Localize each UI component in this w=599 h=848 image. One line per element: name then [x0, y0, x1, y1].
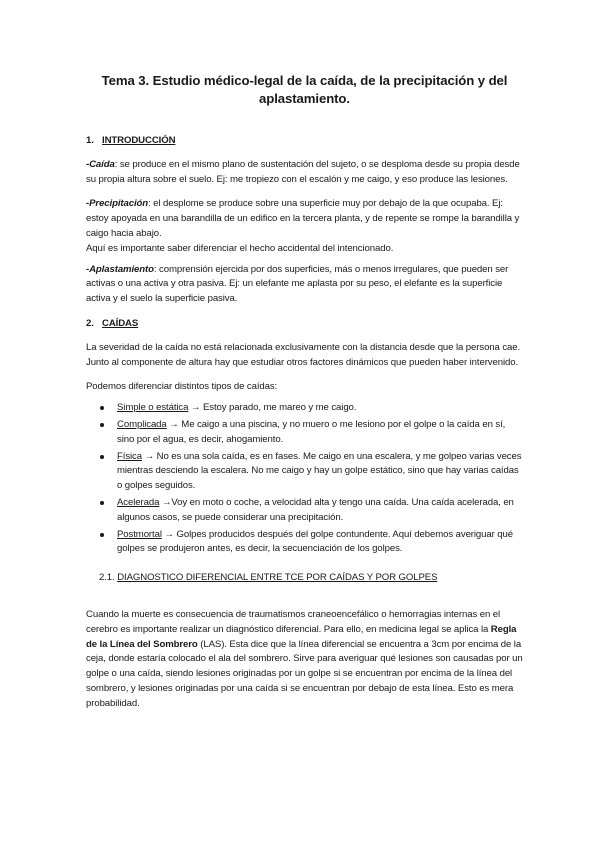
list-item	[86, 528, 523, 558]
section-heading-caidas	[86, 317, 523, 332]
caida-type-desc: Golpes producidos después del golpe contundente. Aquí debemos averiguar qué golpes se produjeron antes, es decir, la secuenciación de los golpes.	[117, 528, 514, 555]
caida-type-name: Física	[117, 450, 142, 462]
paragraph-tipos-intro: Podemos diferenciar distintos tipos de caídas:	[86, 381, 278, 393]
bullet-icon	[100, 455, 104, 459]
bullet-icon	[100, 406, 104, 410]
section-heading-text: INTRODUCCIÓN	[102, 135, 176, 146]
caida-type-name: Postmortal	[117, 528, 162, 540]
section-heading-text: CAÍDAS	[102, 317, 139, 329]
paragraph-severidad: La severidad de la caída no está relacionada exclusivamente con la distancia desde que la persona cae. Junto al componente de altura hay que estudiar otros factores dinámicos que pueden haber intervenido.	[86, 341, 521, 368]
list-item	[86, 496, 523, 526]
term-aplastamiento: -Aplastamiento	[86, 263, 154, 275]
subsection-number: 2.1.	[99, 572, 115, 584]
caida-type-desc: Estoy parado, me mareo y me caigo.	[202, 402, 357, 414]
section-heading-introduccion	[86, 134, 523, 149]
subsection-heading-text: DIAGNOSTICO DIFERENCIAL ENTRE TCE POR CAÍDAS Y POR GOLPES	[117, 572, 438, 584]
arrow-icon: →	[161, 528, 177, 540]
arrow-icon: →	[188, 402, 203, 414]
arrow-icon: →	[159, 496, 172, 508]
list-item	[86, 450, 523, 494]
paragraph-caida	[86, 158, 523, 188]
arrow-icon: →	[142, 450, 157, 462]
definition-aplastamiento: : comprensión ejercida por dos superficies, más o menos irregulares, que pueden ser activas o una activa y otra pasiva. Ej: un elefante me aplasta por su peso, el elefante es la superficie activa y el suelo la superficie pasiva.	[86, 263, 509, 305]
paragraph-precipitacion	[86, 197, 523, 256]
paragraph-diagnostico	[86, 608, 523, 712]
paragraph-aplastamiento	[86, 263, 523, 307]
caida-type-name: Complicada	[117, 418, 167, 430]
definition-caida: : se produce en el mismo plano de sustentación del sujeto, o se desploma desde su propia desde su propia altura sobre el suelo. Ej: me tropiezo con el escalón y me caigo, y eso produce las lesiones.	[86, 158, 520, 185]
caida-type-desc: No es una sola caída, es en fases. Me caigo en una escalera, y me golpeo varias veces mientras desciendo la escalera. No me caigo y hay un golpe estático, sino que hay varias caídas o golpes seguidos.	[117, 450, 522, 492]
caida-type-desc: Me caigo a una piscina, y no muero o me lesiono por el golpe o la caída en sí, sino por el agua, es decir, ahogamiento.	[117, 418, 506, 445]
bullet-icon	[100, 533, 104, 537]
subsection-heading-diagnostico	[99, 571, 523, 586]
diagnostico-text-a: Cuando la muerte es consecuencia de traumatismos craneoencefálico o hemorragias internas en el cerebro es importante realizar un diagnóstico diferencial. Para ello, en medicina legal se aplica la	[86, 608, 501, 635]
caida-type-name: Acelerada	[117, 496, 160, 508]
bullet-icon	[100, 501, 104, 505]
list-item	[86, 401, 523, 416]
section-number: 1.	[86, 135, 94, 146]
diagnostico-text-b: (LAS). Esta dice que la línea diferencial se encuentra a 3cm por encima de la ceja, donde estaría colocado el ala del sombrero. Sirve para averiguar qué lesiones son causadas por un golpe o una caída, siendo lesiones originadas por un golpe si se encuentran por encima de la línea del sombrero, y lesiones originadas por una caída si se encuentran por debajo de esta línea. Esto es mera probabilidad.	[86, 638, 523, 709]
caida-types-list	[86, 401, 523, 557]
term-precipitacion: -Precipitación	[86, 198, 149, 210]
note-precipitacion: Aquí es importante saber diferenciar el hecho accidental del intencionado.	[86, 242, 394, 254]
term-caida: -Caída	[86, 158, 115, 170]
caida-type-desc: Voy en moto o coche, a velocidad alta y tengo una caída. Una caída acelerada, en algunos casos, se puede considerar una precipitación.	[117, 496, 514, 523]
caida-type-name: Simple o estática	[117, 402, 189, 414]
arrow-icon: →	[166, 418, 182, 430]
document-title: Tema 3. Estudio médico-legal de la caída, de la precipitación y del aplastamiento.	[101, 73, 508, 106]
list-item	[86, 418, 523, 448]
section-number: 2.	[86, 317, 94, 329]
bullet-icon	[100, 423, 104, 427]
definition-precipitacion: : el desplome se produce sobre una superficie muy por debajo de la que ocupaba. Ej: estoy apoyada en una barandilla de un edifico en la tercera planta, y de repente se rompe la barandilla y caigo hacia abajo.	[86, 198, 520, 239]
rule-name: Regla de la Línea del Sombrero	[86, 623, 517, 650]
